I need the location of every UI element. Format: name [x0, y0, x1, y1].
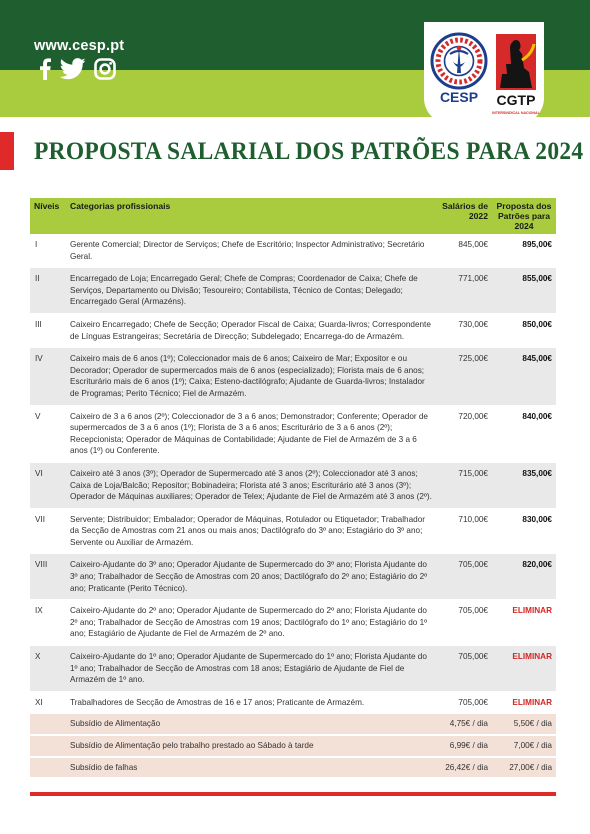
subsidy-row	[30, 757, 556, 779]
cesp-logo-text: CESP	[439, 89, 479, 105]
level-cell: VI	[30, 462, 66, 508]
categories-cell: Caixeiro mais de 6 anos (1º); Coleccionador mais de 6 anos; Caixeiro de Mar; Expositor e ou Decorador; Operador de supermercados mais de 6 anos (especializado); Florista mais de 6 anos; Escriturário mais de 6 anos (1º); Caixa; Esteno-dactilógrafo; Ajudante de Guarda-livros; Instalador de Programas; Perito Técnico; Fiel de Armazém.	[66, 348, 438, 405]
subsidy-salary-2022: 26,42€ / dia	[438, 757, 492, 779]
categories-cell: Caixeiro-Ajudante do 2º ano; Operador Ajudante de Supermercado do 2º ano; Florista Ajudante do 2º ano; Trabalhador de Secção de Amostras com 19 anos; Dactilógrafo do 1º ano; Estagiário do 1º ano; Estagiário de Ajudante de Fiel de Armazém de 2º ano.	[66, 600, 438, 646]
subsidy-salary-2022: 6,99€ / dia	[438, 735, 492, 757]
website-link[interactable]: www.cesp.pt	[34, 38, 125, 54]
table-row	[30, 508, 556, 554]
salary-2022-cell: 845,00€	[438, 234, 492, 268]
categories-cell: Gerente Comercial; Director de Serviços; Chefe de Escritório; Inspector Administrativo; Secretário Geral.	[66, 234, 438, 268]
salary-table	[30, 198, 556, 779]
subsidy-salary-2022: 4,75€ / dia	[438, 714, 492, 735]
proposal-2024-cell: 840,00€	[492, 405, 556, 462]
level-cell: IX	[30, 600, 66, 646]
categories-cell: Encarregado de Loja; Encarregado Geral; Chefe de Compras; Coordenador de Caixa; Chefe de Serviços, Departamento ou Divisão; Tesoureiro; Contabilista, Técnico de Contas; Delegado; Encarregado Geral (Armazéns).	[66, 268, 438, 314]
title-accent-bar	[0, 132, 14, 170]
proposal-2024-cell: 845,00€	[492, 348, 556, 405]
subsidy-spacer	[30, 735, 66, 757]
categories-cell: Caixeiro de 3 a 6 anos (2º); Coleccionador de 3 a 6 anos; Demonstrador; Conferente; Operador de supermercados de 3 a 6 anos (1º); Florista de 3 a 6 anos; Escriturário de 3 a 6 anos (2º); Recepcionista; Operador de Máquinas de Contabilidade; Ajudante de Fiel de Armazém de 3 a 6 anos (1º) ou Conferente.	[66, 405, 438, 462]
table-row	[30, 348, 556, 405]
salary-2022-cell: 715,00€	[438, 462, 492, 508]
table-header-row	[30, 198, 556, 234]
salary-2022-cell: 720,00€	[438, 405, 492, 462]
proposal-2024-cell: 895,00€	[492, 234, 556, 268]
twitter-icon[interactable]	[60, 58, 86, 80]
table-row	[30, 234, 556, 268]
subsidy-row	[30, 735, 556, 757]
salary-2022-cell: 771,00€	[438, 268, 492, 314]
subsidy-spacer	[30, 714, 66, 735]
subsidy-label: Subsídio de Alimentação	[66, 714, 438, 735]
logos-panel	[424, 22, 544, 124]
proposal-2024-cell: 830,00€	[492, 508, 556, 554]
salary-2022-cell: 730,00€	[438, 313, 492, 347]
table-body	[30, 234, 556, 778]
cgtp-logo	[492, 34, 540, 124]
level-cell: VII	[30, 508, 66, 554]
subsidy-proposal-2024: 27,00€ / dia	[492, 757, 556, 779]
cgtp-logo-subtext: INTERSINDICAL NACIONAL	[492, 111, 540, 115]
level-cell: IV	[30, 348, 66, 405]
categories-cell: Caixeiro-Ajudante do 3º ano; Operador Ajudante de Supermercado do 3º ano; Florista Ajudante do 3º ano; Trabalhador de Secção de Amostras com 20 anos; Dactilógrafo do 2º ano; Estagiário do 2º ano; Praticante (Perito Técnico).	[66, 554, 438, 600]
social-icons	[38, 58, 116, 80]
table-row	[30, 691, 556, 714]
level-cell: II	[30, 268, 66, 314]
subsidy-row	[30, 714, 556, 735]
subsidy-label: Subsídio de Alimentação pelo trabalho prestado ao Sábado à tarde	[66, 735, 438, 757]
header-level: Níveis	[30, 198, 66, 234]
proposal-2024-cell: 820,00€	[492, 554, 556, 600]
proposal-2024-cell: ELIMINAR	[492, 691, 556, 714]
proposal-2024-cell: 835,00€	[492, 462, 556, 508]
salary-2022-cell: 725,00€	[438, 348, 492, 405]
header-categories: Categorias profissionais	[66, 198, 438, 234]
categories-cell: Caixeiro até 3 anos (3º); Operador de Supermercado até 3 anos (2º); Coleccionador até 3 anos; Caixa de Loja/Balcão; Repositor; Bobinadeira; Florista até 3 anos; Escriturário até 3 anos (3º); Operador de Máquinas auxiliares; Operador de Telex; Ajudante de Fiel de Armazém até 3 anos (2º).	[66, 462, 438, 508]
bottom-accent-line	[30, 792, 556, 796]
categories-cell: Caixeiro-Ajudante do 1º ano; Operador Ajudante de Supermercado do 1º ano; Florista Ajudante do 1º ano; Trabalhador de Secção de Amostras com 18 anos; Estagiário de Ajudante de Fiel de Armazém de 1º ano.	[66, 646, 438, 692]
table-row	[30, 554, 556, 600]
facebook-icon[interactable]	[38, 58, 52, 80]
header-proposal-2024: Proposta dos Patrões para 2024	[492, 198, 556, 234]
categories-cell: Trabalhadores de Secção de Amostras de 16 e 17 anos; Praticante de Armazém.	[66, 691, 438, 714]
level-cell: X	[30, 646, 66, 692]
salary-2022-cell: 705,00€	[438, 600, 492, 646]
table-row	[30, 600, 556, 646]
proposal-2024-cell: ELIMINAR	[492, 646, 556, 692]
salary-2022-cell: 705,00€	[438, 554, 492, 600]
table-row	[30, 462, 556, 508]
table-row	[30, 313, 556, 347]
table-row	[30, 268, 556, 314]
page-title: PROPOSTA SALARIAL DOS PATRÕES PARA 2024	[34, 136, 584, 165]
subsidy-label: Subsídio de falhas	[66, 757, 438, 779]
salary-2022-cell: 705,00€	[438, 691, 492, 714]
cesp-logo	[428, 26, 490, 116]
level-cell: I	[30, 234, 66, 268]
salary-2022-cell: 710,00€	[438, 508, 492, 554]
categories-cell: Caixeiro Encarregado; Chefe de Secção; Operador Fiscal de Caixa; Guarda-livros; Correspondente de Línguas Estrangeiras; Secretária de Direcção; Subdelegado; Encarrega-do de Armazém.	[66, 313, 438, 347]
level-cell: XI	[30, 691, 66, 714]
subsidy-proposal-2024: 7,00€ / dia	[492, 735, 556, 757]
header-salary-2022: Salários de 2022	[438, 198, 492, 234]
cgtp-logo-text: CGTP	[496, 92, 536, 108]
proposal-2024-cell: ELIMINAR	[492, 600, 556, 646]
level-cell: III	[30, 313, 66, 347]
subsidy-proposal-2024: 5,50€ / dia	[492, 714, 556, 735]
level-cell: VIII	[30, 554, 66, 600]
instagram-icon[interactable]	[94, 58, 116, 80]
level-cell: V	[30, 405, 66, 462]
categories-cell: Servente; Distribuidor; Embalador; Operador de Máquinas, Rotulador ou Etiquetador; Trabalhador da Secção de Amostras com 21 anos ou mais anos; Dactilógrafo do 3º ano; Estagiário do 3º ano; Servente ou Auxiliar de Armazém.	[66, 508, 438, 554]
salary-2022-cell: 705,00€	[438, 646, 492, 692]
subsidy-spacer	[30, 757, 66, 779]
proposal-2024-cell: 855,00€	[492, 268, 556, 314]
table-row	[30, 405, 556, 462]
table-row	[30, 646, 556, 692]
proposal-2024-cell: 850,00€	[492, 313, 556, 347]
